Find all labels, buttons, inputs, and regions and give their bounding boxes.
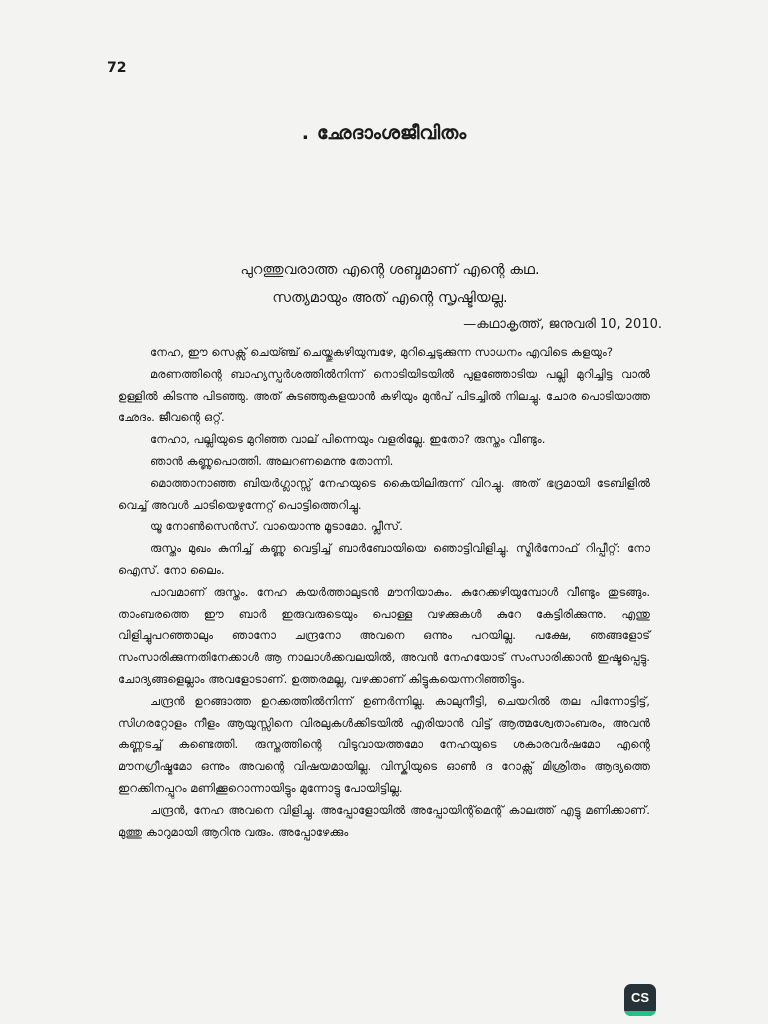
paragraph: മൊത്താനാഞ്ഞ ബിയർഗ്ലാസ്സ് നേഹയുടെ കൈയിലിരുന്ന് വിറച്ചു. അത് ഭദ്രമായി ടേബിളിൽ വെച്ച് അവൾ ചാടിയെഴുന്നേറ്റ് പൊട്ടിത്തെറിച്ചു. — [118, 475, 650, 512]
camscanner-logo-bar — [624, 1011, 656, 1016]
page-number: 72 — [107, 60, 127, 76]
epigraph-attribution: —കഥാകൃത്ത്, ജനുവരി 10, 2010. — [463, 317, 662, 332]
paragraph: യൂ നോൺസെൻസ്. വായൊന്നു മൂടാമോ. പ്ലീസ്. — [150, 519, 403, 534]
camscanner-logo — [624, 984, 656, 1016]
chapter-title-text: ഛേദാംശജീവിതം — [316, 122, 467, 144]
epigraph-line: പുറത്തുവരാത്ത എന്റെ ശബ്ദമാണ് എന്റെ കഥ. — [240, 262, 540, 278]
paragraph: മരണത്തിന്റെ ബാഹ്യസ്പർശത്തിൽനിന്ന് നൊടിയിടയിൽ പുളഞ്ഞോടിയ പല്ലി മുറിച്ചിട്ട വാൽ ഉള്ളിൽ കിടന്നു പിടഞ്ഞു. അത് കുടഞ്ഞുകളയാൻ കഴിയും മുൻപ് പിടച്ചിൽ നിലച്ചു. ചോര പൊടിയാത്ത ഛേദം. ജീവന്റെ ഒറ്റ്. — [118, 366, 650, 425]
paragraph: നേഹാ, പല്ലിയുടെ മുറിഞ്ഞ വാല് പിന്നെയും വളരില്ലേ. ഇതോ? രുസ്തം വീണ്ടും. — [150, 432, 546, 447]
epigraph-line: സത്യമായും അത് എന്റെ സൃഷ്ടിയല്ല. — [272, 290, 508, 306]
title-dot: . — [301, 122, 309, 144]
paragraph: ഞാൻ കണ്ണുപൊത്തി. അലറണമെന്നു തോന്നി. — [150, 453, 394, 468]
paragraph: ചന്ദ്രൻ, നേഹ അവനെ വിളിച്ചു. അപ്പോളോയിൽ അപ്പോയിന്റ്മെന്റ് കാലത്ത് എട്ടു മണിക്കാണ്. മുത്തു കാറുമായി ആറിനു വരും. അപ്പോഴേക്കും — [118, 802, 650, 839]
paragraph: നേഹ, ഈ സെക്സ് ചെയ്ഞ്ച് ചെയ്തുകഴിയുമ്പഴേ, മുറിച്ചെടുക്കുന്ന സാധനം എവിടെ കളയും? — [150, 345, 613, 359]
body-text — [118, 342, 650, 843]
chapter-title — [0, 122, 768, 144]
paragraph: പാവമാണ് രുസ്തം. നേഹ കയർത്താലുടൻ മൗനിയാകും. കുറേക്കഴിയുമ്പോൾ വീണ്ടും തുടങ്ങും. താംബരത്തെ ഈ ബാർ ഇരുവരുടെയും പൊള്ള വഴക്കുകൾ കുറേ കേട്ടിരിക്കുന്നു. എന്തു വിളിച്ചുപറഞ്ഞാലും ഞാനോ ചന്ദ്രനോ അവനെ ഒന്നും പറയില്ല. പക്ഷേ, ഞങ്ങളോട് സംസാരിക്കുന്നതിനേക്കാൾ ആ നാലാൾക്കവലയിൽ, അവൻ നേഹയോട് സംസാരിക്കാൻ ഇഷ്ടപ്പെട്ടു. ചോദ്യങ്ങളെല്ലാം അവളോടാണ്. ഉത്തരമല്ല, വഴക്കാണ് കിട്ടുകയെന്നറിഞ്ഞിട്ടും. — [118, 584, 650, 686]
paragraph: ചന്ദ്രൻ ഉറങ്ങാത്ത ഉറക്കത്തിൽനിന്ന് ഉണർന്നില്ല. കാലുനീട്ടി, ചെയറിൽ തല പിന്നോട്ടിട്ട്, സിഗരറ്റോളം നീളം ആയുസ്സിനെ വിരലുകൾക്കിടയിൽ എരിയാൻ വിട്ട് ആത്മശ്വേതാംബരം, അവൻ കണ്ണടച്ച് കണ്ടെത്തി. രുസ്തത്തിന്റെ വിടുവായത്തമോ നേഹയുടെ ശകാരവർഷമോ എന്റെ മൗനഗ്രീഷ്മമോ ഒന്നും അവന്റെ വിഷയമായില്ല. വിസ്കിയുടെ ഓൺ ദ റോക്സ് മിശ്രിതം ആദ്യത്തെ ഇറക്കിനപ്പുറം മണിക്കൂറൊന്നായിട്ടും മുന്നോട്ടു പോയിട്ടില്ല. — [118, 693, 650, 795]
camscanner-logo-text: CS — [630, 990, 650, 1005]
epigraph — [110, 256, 670, 338]
paragraph: രുസ്തം മുഖം കുനിച്ച് കണ്ണു വെട്ടിച്ച് ബാർബോയിയെ ഞൊട്ടിവിളിച്ചു. സ്മിർനോഫ് റിപ്പീറ്റ്: നോ ഐസ്. നോ ലൈം. — [118, 541, 650, 577]
